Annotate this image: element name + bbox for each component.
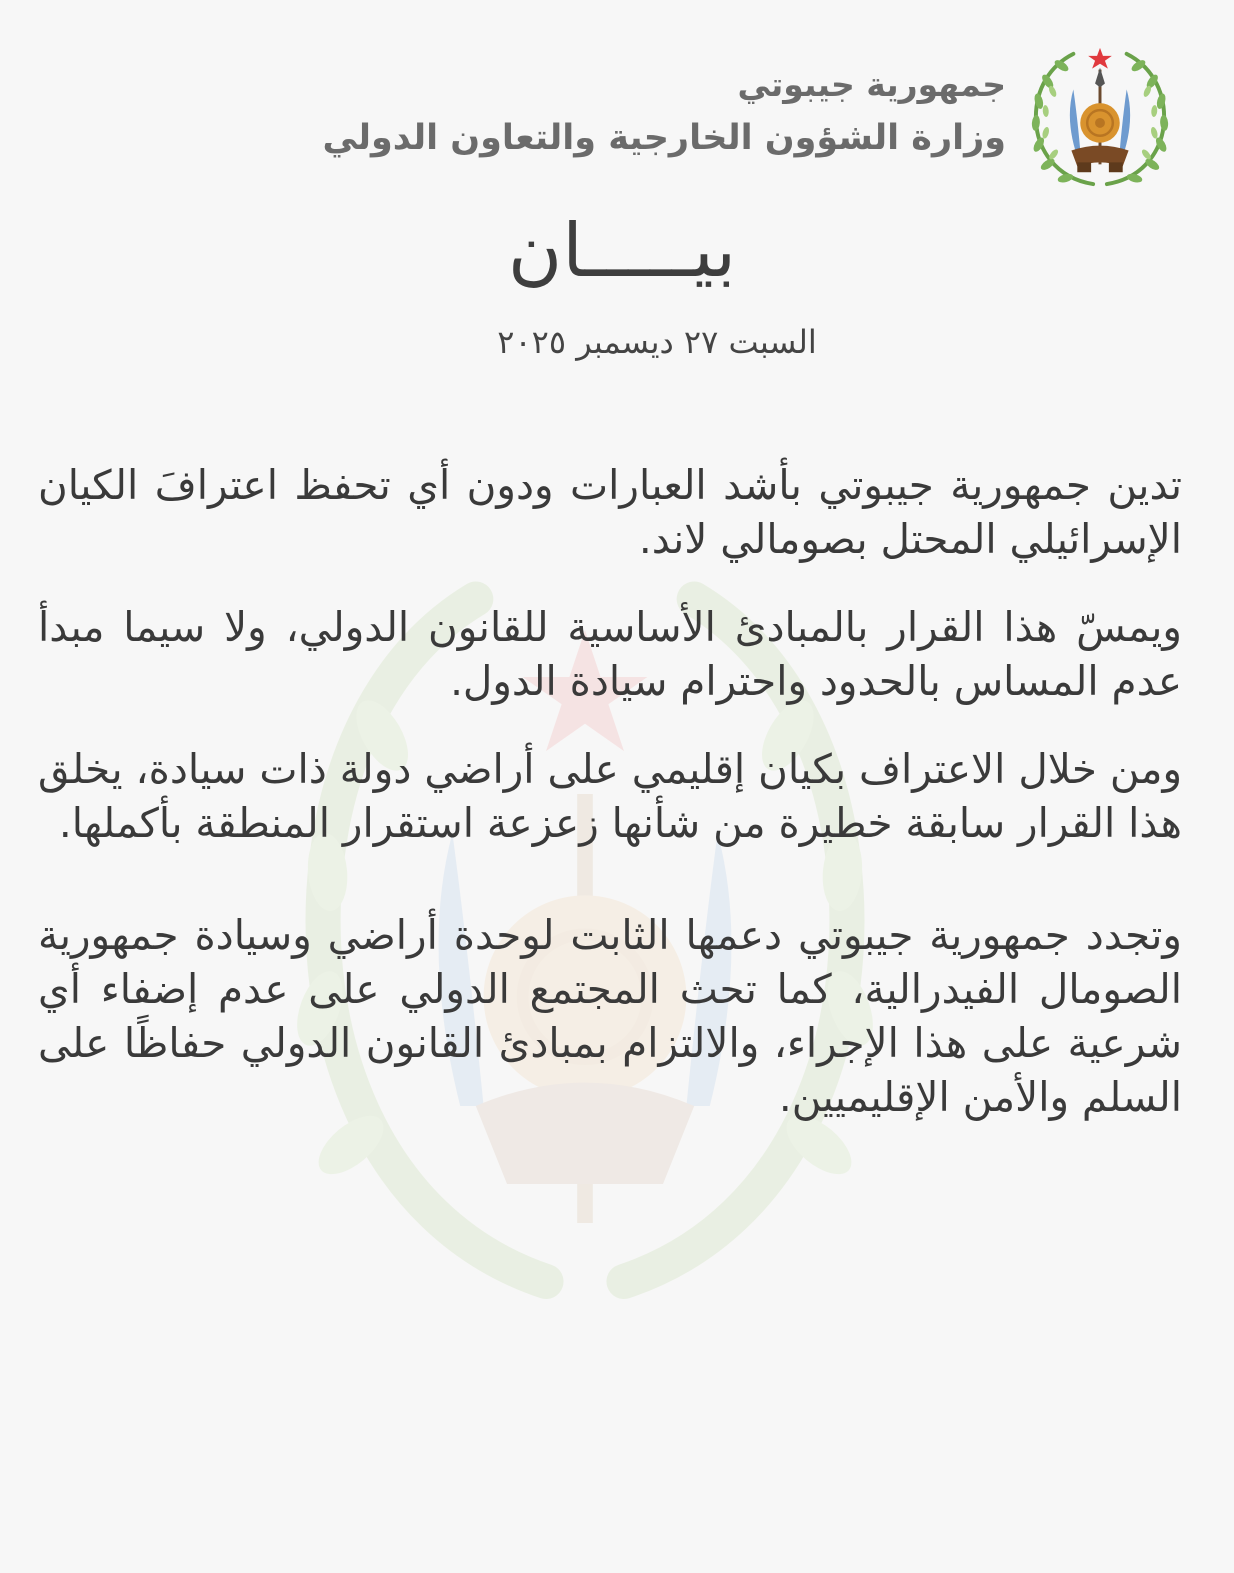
statement-body — [38, 458, 1182, 1158]
paragraph-2: ويمسّ هذا القرار بالمبادئ الأساسية للقانون الدولي، ولا سيما مبدأ عدم المساس بالحدود واحترام سيادة الدول. — [38, 603, 1182, 705]
letterhead — [322, 40, 1174, 192]
letterhead-text — [322, 60, 1006, 166]
ministry-name: وزارة الشؤون الخارجية والتعاون الدولي — [322, 118, 1006, 158]
statement-date: السبت ٢٧ ديسمبر ٢٠٢٥ — [497, 323, 817, 361]
paragraph-3: ومن خلال الاعتراف بكيان إقليمي على أراضي دولة ذات سيادة، يخلق هذا القرار سابقة خطيرة من شأنها زعزعة استقرار المنطقة بأكملها. — [38, 745, 1182, 847]
country-name: جمهورية جيبوتي — [737, 65, 1006, 104]
paragraph-4: وتجدد جمهورية جيبوتي دعمها الثابت لوحدة أراضي وسيادة جمهورية الصومال الفيدرالية، كما تحث المجتمع الدولي على عدم إضفاء أي شرعية على هذا الإجراء، والالتزام بمبادئ القانون الدولي حفاظًا على السلم والأمن الإقليميين. — [38, 911, 1182, 1121]
statement-title: بيـــــان — [507, 208, 737, 294]
djibouti-emblem-logo — [1026, 40, 1174, 192]
paragraph-1: تدين جمهورية جيبوتي بأشد العبارات ودون أي تحفظ اعترافَ الكيان الإسرائيلي المحتل بصومالي لاند. — [38, 461, 1182, 563]
